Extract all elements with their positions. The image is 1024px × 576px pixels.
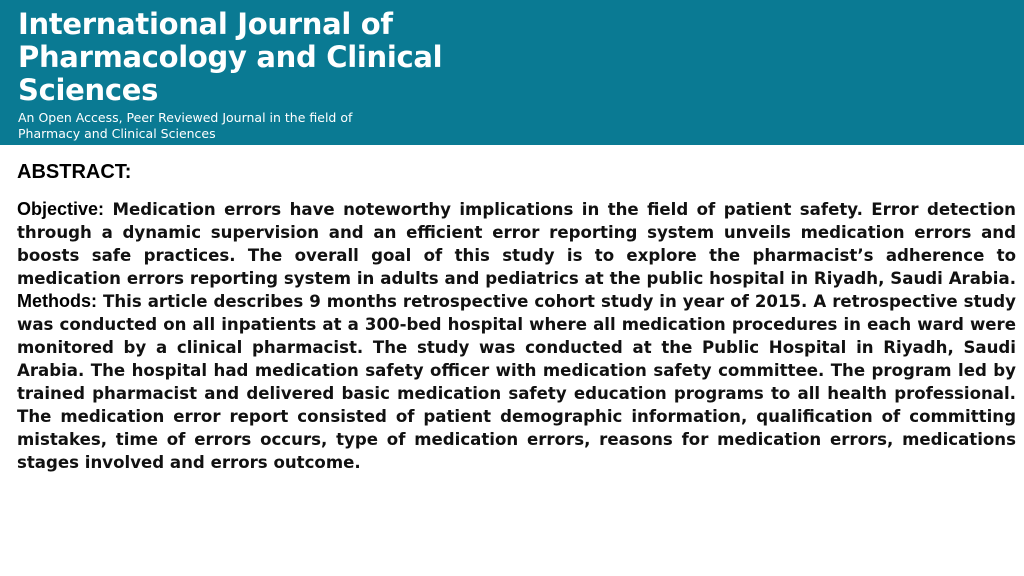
journal-tagline: An Open Access, Peer Reviewed Journal in the field of Pharmacy and Clinical Sciences [18,110,353,141]
abstract-body [17,198,1016,474]
objective-text: Medication errors have noteworthy implications in the field of patient safety. Error detection through a dynamic supervision and an efficient error reporting system unveils medication errors and boosts safe practices. The overall goal of this study is to explore the pharmacist’s adherence to medication errors reporting system in adults and pediatrics at the public hospital in Riyadh, Saudi Arabia. [17,200,1016,288]
methods-text: This article describes 9 months retrospective cohort study in year of 2015. A retrospective study was conducted on all inpatients at a 300-bed hospital where all medication procedures in each ward were monitored by a clinical pharmacist. The study was conducted at the Public Hospital in Riyadh, Saudi Arabia. The hospital had medication safety officer with medication safety committee. The program led by trained pharmacist and delivered basic medication safety education programs to all health professional. The medication error report consisted of patient demographic information, qualification of committing mistakes, time of errors occurs, type of medication errors, reasons for medication errors, medications stages involved and errors outcome. [17,292,1017,472]
journal-title: International Journal of Pharmacology and Clinical Sciences [18,7,443,107]
objective-label: Objective: [17,199,105,219]
abstract-heading: ABSTRACT: [17,161,132,183]
journal-header [0,0,1024,145]
methods-label: Methods: [17,291,97,311]
abstract-section [17,160,1016,474]
